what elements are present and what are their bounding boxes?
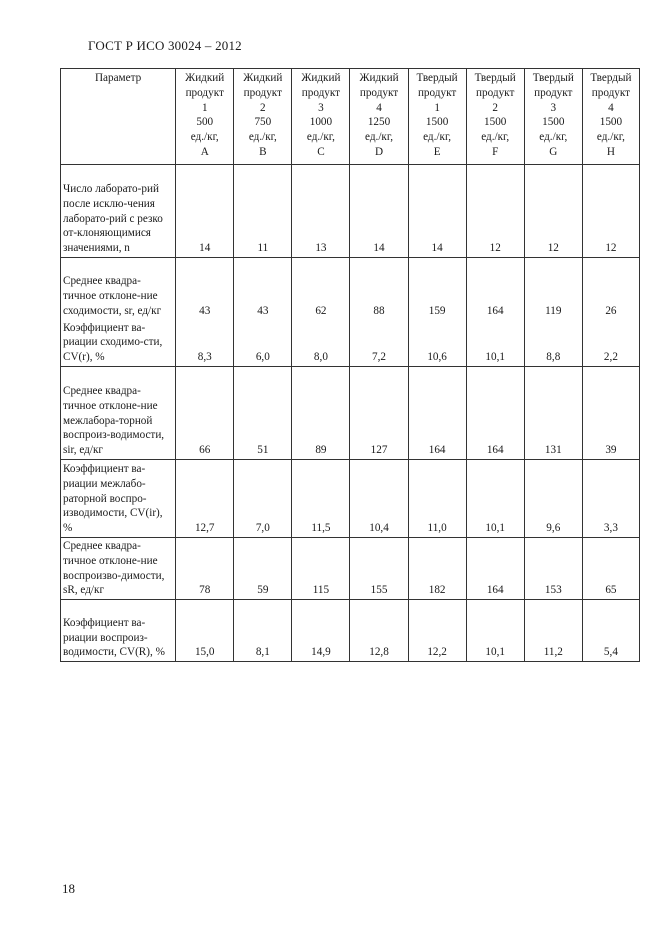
table-cell: 10,1 bbox=[466, 320, 524, 367]
table-cell: 153 bbox=[524, 538, 582, 600]
table-cell: 8,1 bbox=[234, 600, 292, 662]
table-cell: 8,3 bbox=[176, 320, 234, 367]
row-label: Среднее квадра-тичное отклоне-ние воспроизво-димости, sR, ед/кг bbox=[61, 538, 176, 600]
dose-value: 1500 bbox=[425, 116, 449, 129]
table-cell: 119 bbox=[524, 258, 582, 320]
product-number: 2 bbox=[260, 101, 266, 114]
row-label: Среднее квадра-тичное отклоне-ние межлабора-торной воспроиз-водимости, sir, ед/кг bbox=[61, 367, 176, 460]
product-number: 4 bbox=[376, 101, 382, 114]
table-cell: 164 bbox=[466, 258, 524, 320]
table-cell: 182 bbox=[408, 538, 466, 600]
product-name: Жидкий продукт bbox=[359, 72, 399, 99]
product-number: 3 bbox=[550, 101, 557, 114]
table-cell: 89 bbox=[292, 367, 350, 460]
product-name: Твердый продукт bbox=[590, 72, 632, 99]
table-cell: 62 bbox=[292, 258, 350, 320]
dose-value: 1500 bbox=[599, 116, 623, 129]
table-cell: 14,9 bbox=[292, 600, 350, 662]
table-cell: 11,0 bbox=[408, 460, 466, 538]
sample-code: A bbox=[200, 145, 209, 158]
row-label: Число лаборато-рий после исклю-чения лаборато-рий с резко от-клоняющимися значениями, n bbox=[61, 165, 176, 258]
column-header-h bbox=[582, 69, 639, 165]
table-cell: 164 bbox=[408, 367, 466, 460]
column-header-b bbox=[234, 69, 292, 165]
param-column-header: Параметр bbox=[61, 69, 176, 165]
table-row bbox=[61, 258, 640, 320]
dose-unit: ед./кг, bbox=[423, 131, 452, 144]
product-number: 2 bbox=[492, 101, 498, 114]
table-cell: 131 bbox=[524, 367, 582, 460]
table-row bbox=[61, 600, 640, 662]
sample-code: D bbox=[374, 145, 384, 158]
sample-code: C bbox=[317, 145, 325, 158]
table-cell: 13 bbox=[292, 165, 350, 258]
dose-unit: ед./кг, bbox=[481, 131, 510, 144]
table-cell: 10,4 bbox=[350, 460, 408, 538]
column-header-c bbox=[292, 69, 350, 165]
parameters-table bbox=[60, 68, 640, 662]
dose-unit: ед./кг, bbox=[596, 131, 625, 144]
row-label: Коэффициент ва-риации межлабо-раторной воспро-изводимости, CV(ir), % bbox=[61, 460, 176, 538]
sample-code: B bbox=[259, 145, 267, 158]
sample-code: G bbox=[549, 145, 558, 158]
column-header-g bbox=[524, 69, 582, 165]
table-cell: 51 bbox=[234, 367, 292, 460]
table-cell: 12,2 bbox=[408, 600, 466, 662]
dose-unit: ед./кг, bbox=[248, 131, 277, 144]
table-row bbox=[61, 165, 640, 258]
table-row bbox=[61, 538, 640, 600]
sample-code: F bbox=[492, 145, 499, 158]
table-cell: 14 bbox=[408, 165, 466, 258]
table-cell: 8,0 bbox=[292, 320, 350, 367]
table-cell: 127 bbox=[350, 367, 408, 460]
row-label: Коэффициент ва-риации воспроиз-водимости, CV(R), % bbox=[61, 600, 176, 662]
document-header: ГОСТ Р ИСО 30024 – 2012 bbox=[88, 38, 242, 53]
product-number: 4 bbox=[608, 101, 614, 114]
dose-value: 1250 bbox=[367, 116, 391, 129]
table-cell: 7,0 bbox=[234, 460, 292, 538]
table-cell: 7,2 bbox=[350, 320, 408, 367]
table-cell: 155 bbox=[350, 538, 408, 600]
table-cell: 12,8 bbox=[350, 600, 408, 662]
table-cell: 5,4 bbox=[582, 600, 639, 662]
row-label: Коэффициент ва-риации сходимо-сти, CV(r), % bbox=[61, 320, 176, 367]
dose-value: 1500 bbox=[542, 116, 565, 129]
table-cell: 159 bbox=[408, 258, 466, 320]
dose-value: 500 bbox=[196, 116, 214, 129]
column-header-d bbox=[350, 69, 408, 165]
table-cell: 6,0 bbox=[234, 320, 292, 367]
table-cell: 9,6 bbox=[524, 460, 582, 538]
dose-unit: ед./кг, bbox=[190, 131, 219, 144]
table-cell: 12 bbox=[466, 165, 524, 258]
product-number: 3 bbox=[318, 101, 324, 114]
table-cell: 3,3 bbox=[582, 460, 639, 538]
product-name: Жидкий продукт bbox=[185, 72, 225, 99]
column-header-f bbox=[466, 69, 524, 165]
table-cell: 14 bbox=[350, 165, 408, 258]
table-cell: 115 bbox=[292, 538, 350, 600]
sample-code: E bbox=[433, 145, 441, 158]
table-cell: 15,0 bbox=[176, 600, 234, 662]
product-number: 1 bbox=[201, 101, 208, 114]
sample-code: H bbox=[606, 145, 615, 158]
table-cell: 11,5 bbox=[292, 460, 350, 538]
product-name: Жидкий продукт bbox=[301, 72, 341, 99]
table-cell: 164 bbox=[466, 538, 524, 600]
dose-value: 1500 bbox=[484, 116, 507, 129]
dose-value: 750 bbox=[254, 116, 272, 129]
table-cell: 65 bbox=[582, 538, 639, 600]
table-cell: 11 bbox=[234, 165, 292, 258]
table-cell: 8,8 bbox=[524, 320, 582, 367]
dose-unit: ед./кг, bbox=[365, 131, 393, 144]
table-cell: 59 bbox=[234, 538, 292, 600]
column-header-e bbox=[408, 69, 466, 165]
table-cell: 12 bbox=[524, 165, 582, 258]
table-cell: 2,2 bbox=[582, 320, 639, 367]
table-cell: 164 bbox=[466, 367, 524, 460]
table-row bbox=[61, 367, 640, 460]
dose-unit: ед./кг, bbox=[306, 131, 335, 144]
product-number: 1 bbox=[434, 101, 440, 114]
page-number: 18 bbox=[62, 881, 75, 896]
table-cell: 11,2 bbox=[524, 600, 582, 662]
table-cell: 78 bbox=[176, 538, 234, 600]
table-row bbox=[61, 460, 640, 538]
table-cell: 26 bbox=[582, 258, 639, 320]
table-cell: 12,7 bbox=[176, 460, 234, 538]
product-name: Жидкий продукт bbox=[243, 72, 283, 99]
table-cell: 10,1 bbox=[466, 460, 524, 538]
dose-value: 1000 bbox=[309, 116, 333, 129]
table-cell: 88 bbox=[350, 258, 408, 320]
dose-unit: ед./кг, bbox=[539, 131, 568, 144]
table-cell: 43 bbox=[176, 258, 234, 320]
column-header-a bbox=[176, 69, 234, 165]
row-label: Среднее квадра-тичное отклоне-ние сходимости, sr, ед/кг bbox=[61, 258, 176, 320]
table-cell: 12 bbox=[582, 165, 639, 258]
table-cell: 10,1 bbox=[466, 600, 524, 662]
table-cell: 43 bbox=[234, 258, 292, 320]
table-header-row bbox=[61, 69, 640, 165]
table-cell: 66 bbox=[176, 367, 234, 460]
table-row bbox=[61, 320, 640, 367]
product-name: Твердый продукт bbox=[474, 72, 516, 99]
product-name: Твердый продукт bbox=[416, 72, 458, 99]
product-name: Твердый продукт bbox=[532, 72, 574, 99]
table-cell: 14 bbox=[176, 165, 234, 258]
table-cell: 39 bbox=[582, 367, 639, 460]
table-cell: 10,6 bbox=[408, 320, 466, 367]
